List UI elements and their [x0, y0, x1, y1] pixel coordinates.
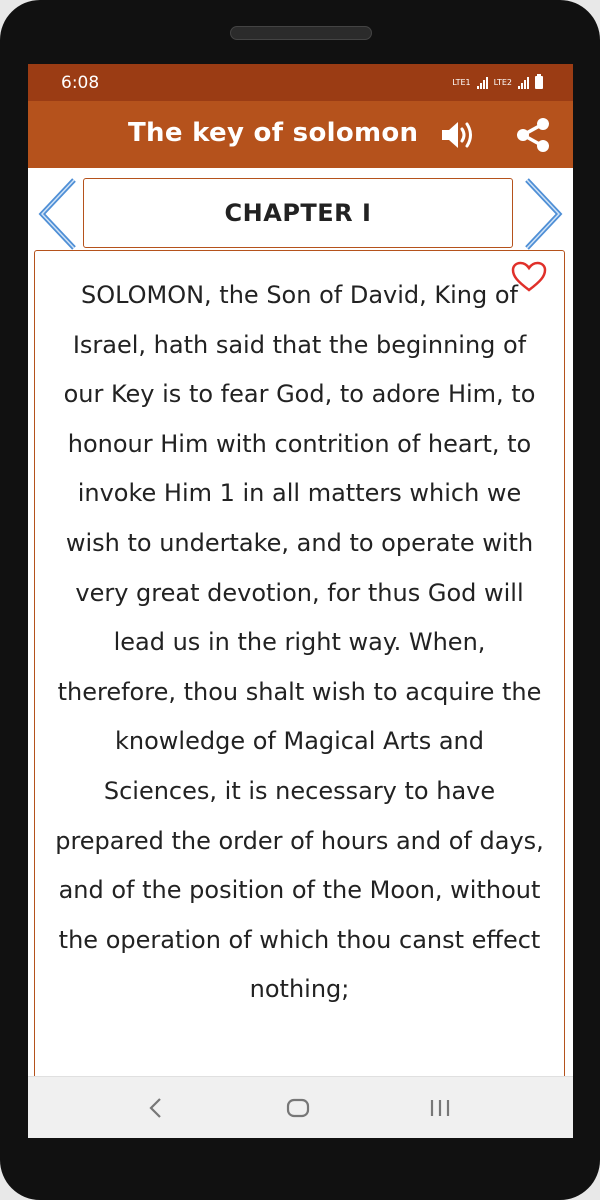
system-navigation-bar — [28, 1076, 573, 1138]
sim1-label: LTE1 — [452, 77, 471, 87]
signal-icon — [518, 77, 529, 89]
favorite-button[interactable] — [511, 261, 547, 293]
chevron-left-icon — [36, 178, 80, 250]
battery-icon — [535, 76, 543, 89]
heart-icon — [511, 261, 547, 293]
chapter-title: CHAPTER I — [83, 178, 513, 248]
share-button[interactable] — [513, 116, 553, 154]
back-icon — [146, 1096, 166, 1120]
recents-icon — [428, 1098, 452, 1118]
earpiece-speaker — [230, 26, 372, 40]
previous-chapter-button[interactable] — [36, 178, 80, 250]
recents-button[interactable] — [420, 1093, 460, 1123]
status-time: 6:08 — [61, 72, 100, 93]
signal-icon — [477, 77, 488, 89]
chapter-navigation — [28, 168, 573, 248]
back-button[interactable] — [136, 1093, 176, 1123]
sim2-label: LTE2 — [493, 77, 512, 87]
app-bar — [28, 101, 573, 168]
home-icon — [286, 1097, 310, 1119]
status-icons — [452, 76, 543, 89]
home-button[interactable] — [278, 1093, 318, 1123]
speaker-button[interactable] — [438, 116, 478, 154]
status-bar — [28, 64, 573, 101]
app-title: The key of solomon — [128, 118, 419, 148]
chapter-text: SOLOMON, the Son of David, King of Israel, hath said that the beginning of our Key is to fear God, to adore Him, to honour Him with contrition of heart, to invoke Him 1 in all matters which we wish to undertake, and to operate with very great devotion, for thus God will lead us in the right way. When, therefore, thou shalt wish to acquire the knowledge of Magical Arts and Sciences, it is necessary to have prepared the order of hours and of days, and of the position of the Moon, without the operation of which thou canst effect nothing; — [55, 281, 544, 1004]
screen — [28, 64, 573, 1138]
speaker-icon — [440, 119, 476, 151]
next-chapter-button[interactable] — [521, 178, 565, 250]
chapter-content[interactable] — [34, 250, 565, 1138]
chevron-right-icon — [521, 178, 565, 250]
share-icon — [515, 118, 551, 152]
